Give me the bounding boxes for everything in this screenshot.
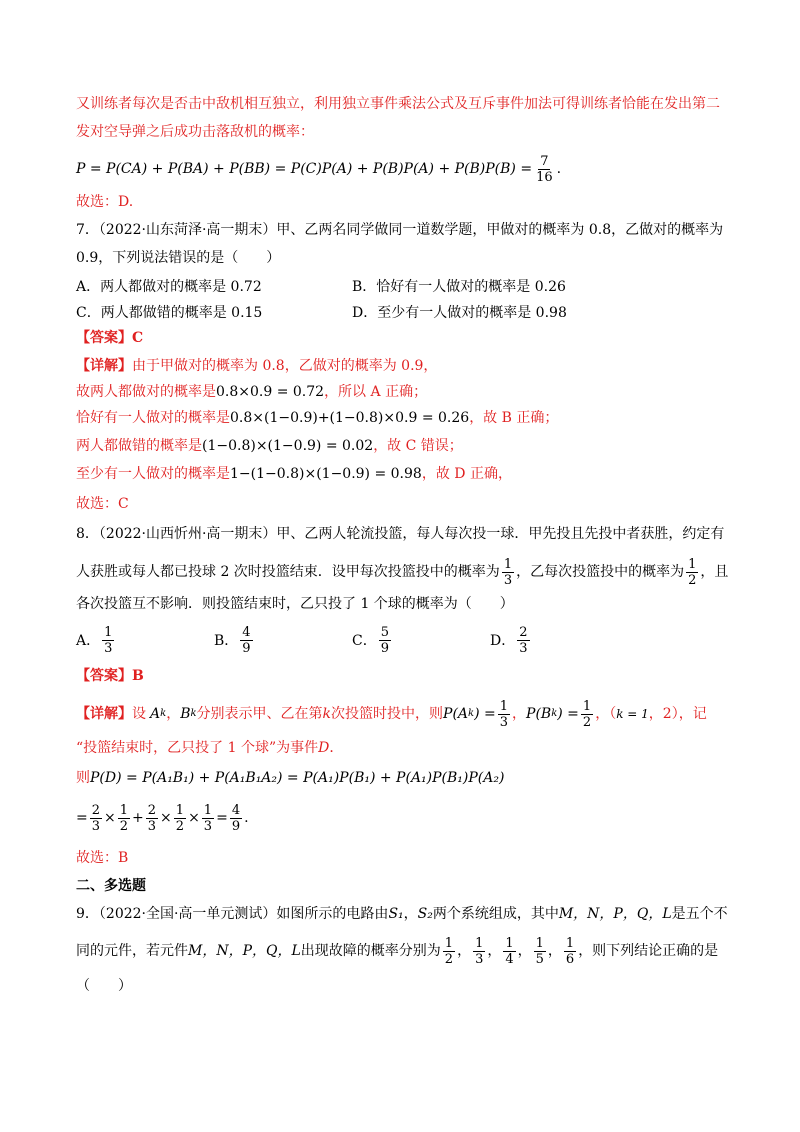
option-d: D．至少有一人做对的概率是 0.98 — [352, 305, 567, 321]
fraction: $\frac{1}{2}$ — [688, 556, 697, 588]
option-c: C．两人都做错的概率是 0.15 — [76, 305, 263, 321]
answer-choice: 故选：D. — [76, 194, 134, 210]
answer-line — [76, 666, 144, 686]
question-9-text: （ ） — [76, 978, 132, 994]
fraction: $\frac{7}{16}$ — [536, 153, 553, 185]
fraction: $\frac{1}{3}$ — [503, 556, 513, 588]
detail-line: 【详解】 设 A k ， B k 分别表示甲、乙在第 k 次投篮时投中，则 P(A k ) = $\frac{1}{3}$ ， P(B k ) = $\frac{1}{2}$ ，（ k = 1 ，2），记 — [76, 698, 707, 730]
answer-choice: 故选：B — [76, 850, 129, 866]
question-7-text: 7．（2022·山东菏泽·高一期末）甲、乙两名同学做同一道数学题，甲做对的概率为 0.8，乙做对的概率为 — [76, 222, 724, 238]
probability-formula: P = P(CA) + P(BA) + P(BB) = P(C)P(A) + P(B)P(A) + P(B)P(B) = $\frac{7}{16}$ . — [76, 153, 562, 185]
answer-choice: 故选：C — [76, 496, 129, 512]
question-8-text: 人获胜或每人都已投球 2 次时投篮结束．设甲每次投篮投中的概率为 $\frac{1}{3}$ ，乙每次投篮投中的概率为 $\frac{1}{2}$ ，且 — [76, 556, 729, 588]
answer-value: C — [132, 330, 144, 346]
detail-line: 至少有一人做对的概率是1−(1−0.8)×(1−0.9) = 0.98，故 D 正确， — [76, 466, 512, 482]
question-7-text: 0.9，下列说法错误的是（ ） — [76, 250, 281, 266]
detail-line: 【详解】由于甲做对的概率为 0.8，乙做对的概率为 0.9， — [76, 358, 438, 374]
solution-text: 又训练者每次是否击中敌机相互独立，利用独立事件乘法公式及互斥事件加法可得训练者恰能在发出第二 — [76, 96, 720, 112]
option-b: B．恰好有一人做对的概率是 0.26 — [352, 279, 566, 295]
answer-tag: 【答案】 — [76, 330, 132, 346]
fraction: $\frac{1}{3}$ — [499, 698, 509, 730]
detail-line: 两人都做错的概率是(1−0.8)×(1−0.9) = 0.02，故 C 错误； — [76, 438, 463, 454]
detail-line: “投篮结束时，乙只投了 1 个球”为事件D． — [76, 740, 344, 756]
question-8-text: 8．（2022·山西忻州·高一期末）甲、乙两人轮流投篮，每人每次投一球．甲先投且先投中者获胜，约定有 — [76, 526, 725, 542]
answer-tag: 【答案】 — [76, 668, 132, 684]
detail-line: 则P(D) = P(A₁B₁) + P(A₁B₁A₂) = P(A₁)P(B₁) + P(A₁)P(B₁)P(A₂) — [76, 770, 505, 786]
detail-line: = $\frac{2}{3}$ × $\frac{1}{2}$ + $\frac{2}{3}$ × $\frac{1}{2}$ × $\frac{1}{3}$ = $\frac{4}{9}$ . — [76, 802, 249, 834]
answer-value: B — [132, 668, 144, 684]
detail-tag: 【详解】 — [76, 358, 132, 374]
option-b: B． $\frac{4}{9}$ — [214, 624, 251, 656]
detail-tag: 【详解】 — [76, 706, 132, 722]
question-9-text: 同的元件，若元件 M，N，P，Q，L 出现故障的概率分别为 $\frac{1}{2}$ ， $\frac{1}{3}$ ， $\frac{1}{4}$ ， $\frac{1}{5}$ ， $\frac{1}{6}$ ，则下列结论正确的是 — [76, 935, 719, 967]
option-a: A．两人都做对的概率是 0.72 — [76, 279, 262, 295]
section-heading: 二、多选题 — [76, 878, 146, 894]
solution-text: 发对空导弹之后成功击落敌机的概率： — [76, 124, 314, 140]
question-8-text: 各次投篮互不影响．则投篮结束时，乙只投了 1 个球的概率为（ ） — [76, 596, 514, 612]
question-9-text: 9．（2022·全国·高一单元测试）如图所示的电路由S₁，S₂两个系统组成，其中M，N，P，Q，L是五个不 — [76, 906, 728, 922]
fraction: $\frac{1}{2}$ — [582, 698, 592, 730]
option-c: C． $\frac{5}{9}$ — [352, 624, 389, 656]
detail-line: 恰好有一人做对的概率是0.8×(1−0.9)+(1−0.8)×0.9 = 0.26，故 B 正确； — [76, 410, 559, 426]
detail-line: 故两人都做对的概率是0.8×0.9 = 0.72，所以 A 正确； — [76, 384, 428, 400]
option-d: D． $\frac{2}{3}$ — [490, 624, 528, 656]
answer-line — [76, 328, 143, 348]
option-a: A． $\frac{1}{3}$ — [76, 624, 113, 656]
